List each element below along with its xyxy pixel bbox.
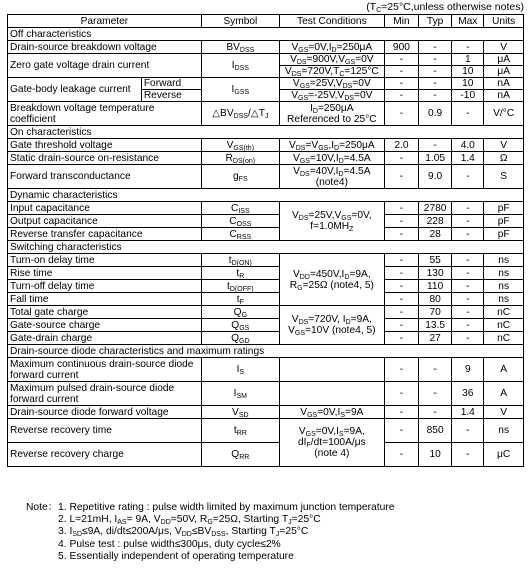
unit-cell: pF	[484, 228, 524, 241]
max-cell: -	[452, 254, 484, 267]
note-4: 4. Pulse test : pulse width≤300μs, duty cycle≤2%	[58, 538, 281, 550]
min-cell: -	[384, 228, 418, 241]
max-cell: -	[452, 267, 484, 280]
min-cell: -	[384, 202, 418, 215]
condition-cell: $V_{DS}=720V,T_C=125^\circ C$	[279, 66, 384, 78]
typ-cell: 228	[419, 215, 452, 228]
max-cell: 1	[452, 54, 484, 66]
symbol-cell: $t_F$	[201, 293, 279, 306]
min-cell: -	[384, 215, 418, 228]
param-label: Zero gate voltage drain current	[8, 54, 202, 78]
min-cell: -	[384, 319, 418, 332]
table-row	[8, 215, 524, 228]
max-cell: -	[452, 443, 484, 467]
symbol-cell: $t_{D(ON)}$	[201, 254, 279, 267]
symbol-cell: $I_{DSS}$	[201, 54, 279, 78]
condition-cell: $V_{GS}=0V,I_S=9A$	[279, 406, 384, 419]
table-row	[8, 165, 524, 189]
param-label: Drain-source diode forward voltage	[8, 406, 202, 419]
unit-cell: V	[484, 406, 524, 419]
header-test-conditions: Test Conditions	[279, 15, 384, 28]
symbol-cell: $\triangle BV_{DSS}/\triangle T_J$	[201, 102, 279, 126]
unit-cell: V	[484, 139, 524, 152]
unit-cell: nC	[484, 319, 524, 332]
param-label: Reverse recovery charge	[8, 443, 202, 467]
max-cell: -	[452, 165, 484, 189]
param-label: Gate-body leakage current	[8, 78, 142, 102]
symbol-cell: $I_{GSS}$	[201, 78, 279, 102]
symbol-cell: $Q_{GD}$	[201, 332, 279, 345]
param-label: Output capacitance	[8, 215, 202, 228]
unit-cell: ns	[484, 267, 524, 280]
unit-cell: ns	[484, 254, 524, 267]
symbol-cell: $C_{RSS}$	[201, 228, 279, 241]
typ-cell: 9.0	[419, 165, 452, 189]
symbol-cell: $t_{D(OFF)}$	[201, 280, 279, 293]
table-row	[8, 443, 524, 467]
note-1: 1. Repetitive rating : pulse width limited by maximum junction temperature	[58, 502, 395, 513]
max-cell: 10	[452, 78, 484, 90]
table-row	[8, 319, 524, 332]
condition-cell: $V_{GS}=10V,I_D=4.5A$	[279, 152, 384, 165]
param-label: Gate-drain charge	[8, 332, 202, 345]
typ-cell: 0.9	[419, 102, 452, 126]
param-label: Reverse recovery time	[8, 419, 202, 443]
unit-cell: V	[484, 41, 524, 54]
typ-cell: 55	[419, 254, 452, 267]
typ-cell: -	[419, 358, 452, 382]
header-units: Units	[484, 15, 524, 28]
typ-cell: 110	[419, 280, 452, 293]
min-cell: -	[384, 267, 418, 280]
typ-cell: 28	[419, 228, 452, 241]
unit-cell: μC	[484, 443, 524, 467]
section-diode: Drain-source diode characteristics and maximum ratings	[8, 345, 524, 358]
table-row	[8, 202, 524, 215]
condition-cell: $V_{GS}=25V,V_{DS}=0V$	[279, 78, 384, 90]
min-cell: -	[384, 254, 418, 267]
max-cell: 36	[452, 382, 484, 406]
notes-label: Note：	[26, 502, 59, 513]
symbol-cell: $C_{ISS}$	[201, 202, 279, 215]
unit-cell: nA	[484, 78, 524, 90]
condition-cell: $V_{DS}=40V,I_D=4.5A$ (note4)	[279, 165, 384, 189]
max-cell: 9	[452, 358, 484, 382]
param-label: Drain-source breakdown voltage	[8, 41, 202, 54]
unit-cell: nA	[484, 90, 524, 102]
param-label: Gate-source charge	[8, 319, 202, 332]
min-cell: -	[384, 382, 418, 406]
condition-cell: $V_{GS}=-25V,V_{DS}=0V$	[279, 90, 384, 102]
table-row	[8, 102, 524, 126]
symbol-cell: $R_{DS(on)}$	[201, 152, 279, 165]
min-cell: 900	[384, 41, 418, 54]
table-row	[8, 267, 524, 280]
typ-cell: 130	[419, 267, 452, 280]
typ-cell: 70	[419, 306, 452, 319]
unit-cell: V/°C	[484, 102, 524, 126]
typ-cell: -	[419, 139, 452, 152]
max-cell: 1.4	[452, 406, 484, 419]
notes	[26, 502, 395, 563]
table-row	[8, 382, 524, 406]
param-label: Fall time	[8, 293, 202, 306]
unit-cell: nC	[484, 332, 524, 345]
table-row	[8, 419, 524, 443]
min-cell: -	[384, 406, 418, 419]
param-label: Forward transconductance	[8, 165, 202, 189]
typ-cell: -	[419, 78, 452, 90]
unit-cell: pF	[484, 202, 524, 215]
condition-cell: $V_{DD}=450V,I_D=9A$, $R_G=25\Omega$ (note4, 5)	[279, 254, 384, 306]
param-label: Reverse transfer capacitance	[8, 228, 202, 241]
header-symbol: Symbol	[201, 15, 279, 28]
table-row	[8, 358, 524, 382]
symbol-cell: $C_{OSS}$	[201, 215, 279, 228]
sub-param-label: Reverse	[141, 90, 201, 102]
note-2: 2. L=21mH, $I_{AS}= 9A$, $V_{DD}=50V$, $R_G=25\Omega$, Starting $T_J=25^\circ C$	[58, 514, 321, 527]
unit-cell: μA	[484, 54, 524, 66]
param-label: Breakdown voltage temperature coefficient	[8, 102, 202, 126]
max-cell: -	[452, 306, 484, 319]
param-label: Gate threshold voltage	[8, 139, 202, 152]
min-cell: -	[384, 419, 418, 443]
max-cell: 1.4	[452, 152, 484, 165]
header-parameter: Parameter	[8, 15, 202, 28]
min-cell: 2.0	[384, 139, 418, 152]
typ-cell: -	[419, 90, 452, 102]
symbol-cell: $t_{RR}$	[201, 419, 279, 443]
unit-cell: nC	[484, 306, 524, 319]
max-cell: 4.0	[452, 139, 484, 152]
min-cell: -	[384, 443, 418, 467]
symbol-cell: $I_{SM}$	[201, 382, 279, 406]
condition-cell: $V_{GS}=0V,I_D=250\mu A$	[279, 41, 384, 54]
typ-cell: -	[419, 66, 452, 78]
condition-cell: $V_{DS}=V_{GS},I_D=250\mu A$	[279, 139, 384, 152]
condition-cell: $V_{DS}=25V,V_{GS}=0V$, $f=1.0MH_Z$	[279, 202, 384, 241]
table-row	[8, 406, 524, 419]
test-condition-note: ($T_C=25^\circ C,unless$ otherwise notes)	[366, 1, 524, 14]
table-row	[8, 139, 524, 152]
param-label: Input capacitance	[8, 202, 202, 215]
symbol-cell: $g_{FS}$	[201, 165, 279, 189]
symbol-cell: $Q_{RR}$	[201, 443, 279, 467]
max-cell: -	[452, 419, 484, 443]
table-row	[8, 254, 524, 267]
unit-cell: A	[484, 358, 524, 382]
min-cell: -	[384, 102, 418, 126]
section-on: On characteristics	[8, 126, 524, 139]
max-cell: 10	[452, 66, 484, 78]
min-cell: -	[384, 66, 418, 78]
table-row	[8, 78, 524, 90]
min-cell: -	[384, 90, 418, 102]
param-label: Maximum continuous drain-source diode forward current	[8, 358, 202, 382]
min-cell: -	[384, 54, 418, 66]
table-row	[8, 306, 524, 319]
max-cell: -	[452, 280, 484, 293]
condition-cell	[279, 358, 384, 382]
note-5: 5. Essentially independent of operating temperature	[58, 550, 294, 562]
symbol-cell: $BV_{DSS}$	[201, 41, 279, 54]
table-row	[8, 152, 524, 165]
unit-cell: A	[484, 382, 524, 406]
typ-cell: -	[419, 406, 452, 419]
max-cell: -	[452, 293, 484, 306]
symbol-cell: $V_{SD}$	[201, 406, 279, 419]
typ-cell: 27	[419, 332, 452, 345]
symbol-cell: $V_{GS(th)}$	[201, 139, 279, 152]
unit-cell: S	[484, 165, 524, 189]
table-row	[8, 280, 524, 293]
max-cell: -	[452, 41, 484, 54]
max-cell: -	[452, 228, 484, 241]
header-max: Max	[452, 15, 484, 28]
typ-cell: -	[419, 41, 452, 54]
min-cell: -	[384, 165, 418, 189]
condition-cell: $V_{DS}=720V$, $I_D=9A$, $V_{GS}=10V$ (note4, 5)	[279, 306, 384, 345]
min-cell: -	[384, 152, 418, 165]
header-min: Min	[384, 15, 418, 28]
unit-cell: ns	[484, 280, 524, 293]
symbol-cell: $Q_G$	[201, 306, 279, 319]
max-cell: -	[452, 319, 484, 332]
symbol-cell: $I_S$	[201, 358, 279, 382]
typ-cell: -	[419, 54, 452, 66]
unit-cell: μA	[484, 66, 524, 78]
param-label: Rise time	[8, 267, 202, 280]
condition-cell: $V_{GS}=0V,I_S=9A$, $dI_F/dt=100A/\mu s$ (note 4)	[279, 419, 384, 467]
typ-cell: 1.05	[419, 152, 452, 165]
condition-cell: $I_D=250\mu A$ Referenced to 25°C	[279, 102, 384, 126]
typ-cell: 80	[419, 293, 452, 306]
typ-cell: 13.5	[419, 319, 452, 332]
unit-cell: Ω	[484, 152, 524, 165]
unit-cell: pF	[484, 215, 524, 228]
max-cell: -	[452, 215, 484, 228]
param-label: Maximum pulsed drain-source diode forward current	[8, 382, 202, 406]
max-cell: -	[452, 102, 484, 126]
max-cell: -	[452, 202, 484, 215]
sub-param-label: Forward	[141, 78, 201, 90]
electrical-characteristics-table	[7, 14, 524, 467]
header-row	[8, 15, 524, 28]
param-label: Total gate charge	[8, 306, 202, 319]
section-dynamic: Dynamic characteristics	[8, 189, 524, 202]
table-row	[8, 293, 524, 306]
note-3: 3. $I_{SD}\le 9A$, di/dt≤200A/μs, $V_{DD}\le BV_{DSS}$, Starting $T_J=25^\circ C$	[58, 526, 309, 539]
min-cell: -	[384, 306, 418, 319]
table-row	[8, 228, 524, 241]
min-cell: -	[384, 78, 418, 90]
param-label: Static drain-source on-resistance	[8, 152, 202, 165]
typ-cell: 10	[419, 443, 452, 467]
param-label: Turn-off delay time	[8, 280, 202, 293]
max-cell: -10	[452, 90, 484, 102]
min-cell: -	[384, 293, 418, 306]
max-cell: -	[452, 332, 484, 345]
condition-cell: $V_{DS}=900V,V_{GS}=0V$	[279, 54, 384, 66]
typ-cell: -	[419, 382, 452, 406]
condition-cell	[279, 382, 384, 406]
table-row	[8, 41, 524, 54]
min-cell: -	[384, 332, 418, 345]
table-row	[8, 54, 524, 66]
symbol-cell: $Q_{GS}$	[201, 319, 279, 332]
section-off: Off characteristics	[8, 28, 524, 41]
min-cell: -	[384, 280, 418, 293]
section-switching: Switching characteristics	[8, 241, 524, 254]
param-label: Turn-on delay time	[8, 254, 202, 267]
symbol-cell: $t_R$	[201, 267, 279, 280]
unit-cell: ns	[484, 419, 524, 443]
header-typ: Typ	[419, 15, 452, 28]
typ-cell: 850	[419, 419, 452, 443]
unit-cell: ns	[484, 293, 524, 306]
table-row	[8, 332, 524, 345]
typ-cell: 2780	[419, 202, 452, 215]
min-cell: -	[384, 358, 418, 382]
